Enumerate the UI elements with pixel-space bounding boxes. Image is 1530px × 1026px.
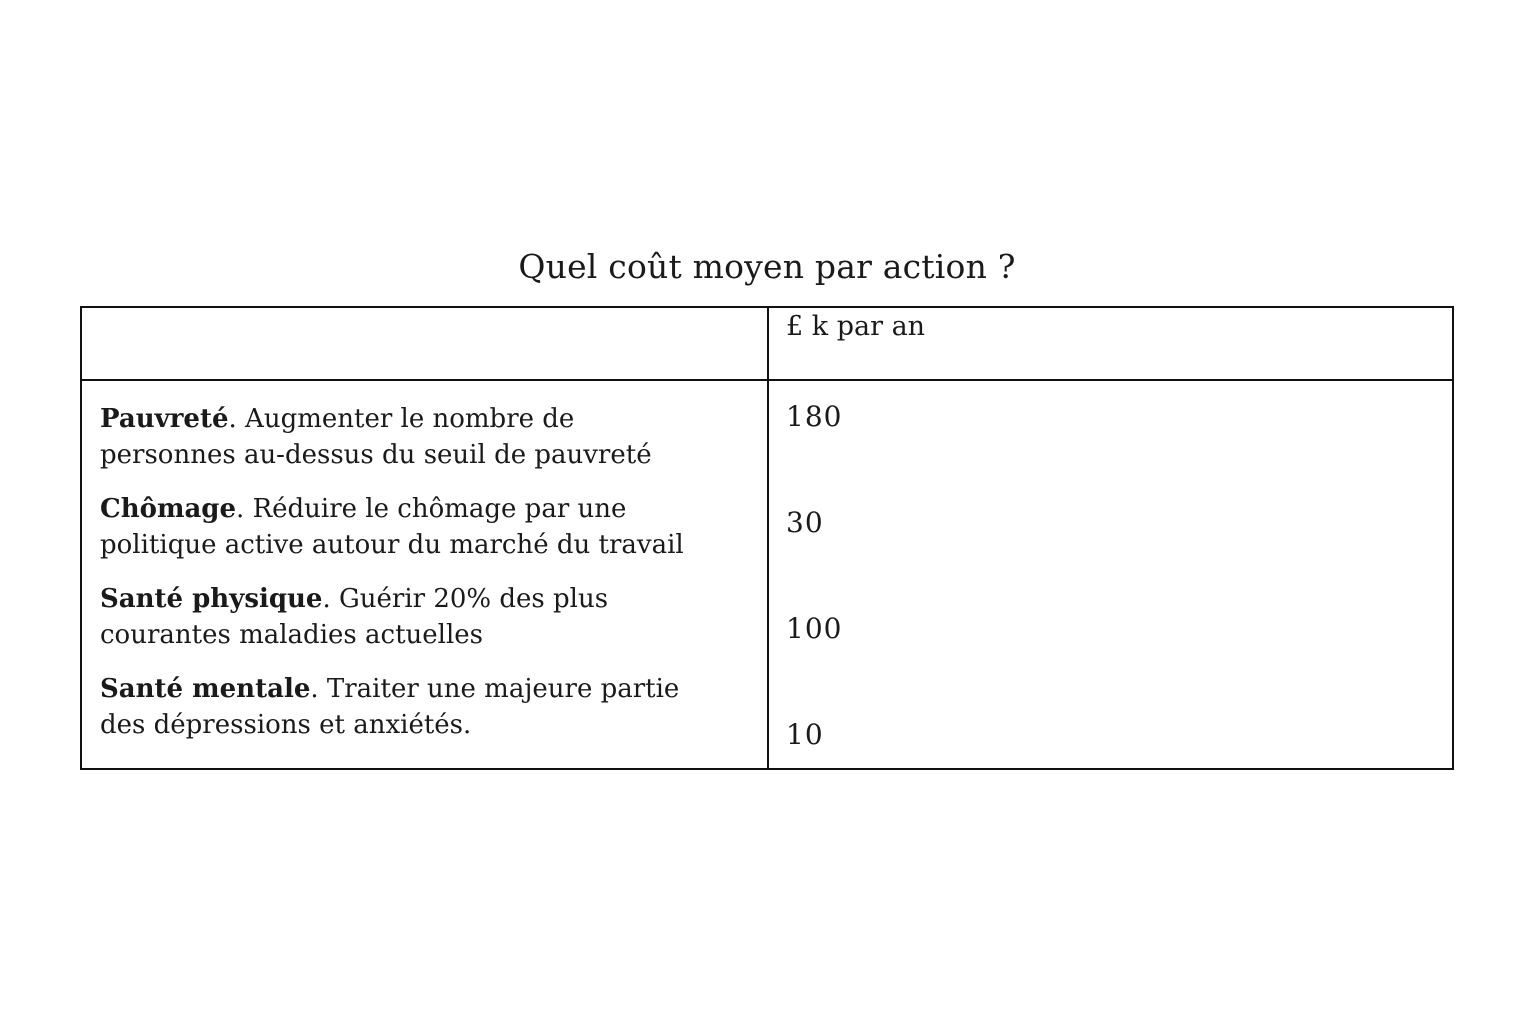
column-divider (767, 308, 769, 768)
row-text-line: personnes au-dessus du seuil de pauvreté (100, 440, 652, 470)
row-text-line: courantes maladies actuelles (100, 620, 484, 650)
value-column-header: £ k par an (786, 311, 926, 342)
row-label: Santé mentale (100, 674, 311, 704)
row-description-chomage (100, 491, 760, 563)
row-value-pauvrete: 180 (786, 400, 843, 433)
row-text-line: politique active autour du marché du travail (100, 530, 684, 560)
row-label-punct: . (310, 674, 327, 704)
row-text-line: des dépressions et anxiétés. (100, 710, 472, 740)
row-label: Chômage (100, 494, 237, 524)
row-value-sante-physique: 100 (786, 612, 843, 645)
row-label-punct: . (228, 404, 246, 434)
row-label: Pauvreté (100, 404, 229, 434)
row-label-punct: . (236, 494, 253, 524)
row-description-sante-physique (100, 581, 760, 653)
row-text-line: Réduire le chômage par une (252, 494, 627, 524)
header-divider (82, 379, 1452, 381)
row-label-punct: . (322, 584, 339, 614)
row-description-sante-mentale (100, 671, 760, 743)
cost-table (80, 306, 1454, 770)
row-value-sante-mentale: 10 (786, 718, 824, 751)
row-text-line: Traiter une majeure partie (326, 674, 680, 704)
row-value-chomage: 30 (786, 506, 824, 539)
row-label: Santé physique (100, 584, 323, 614)
row-text-line: Augmenter le nombre de (245, 404, 575, 434)
row-description-pauvrete (100, 401, 760, 473)
page-title: Quel coût moyen par action ? (518, 247, 1016, 286)
row-text-line: Guérir 20% des plus (339, 584, 609, 614)
